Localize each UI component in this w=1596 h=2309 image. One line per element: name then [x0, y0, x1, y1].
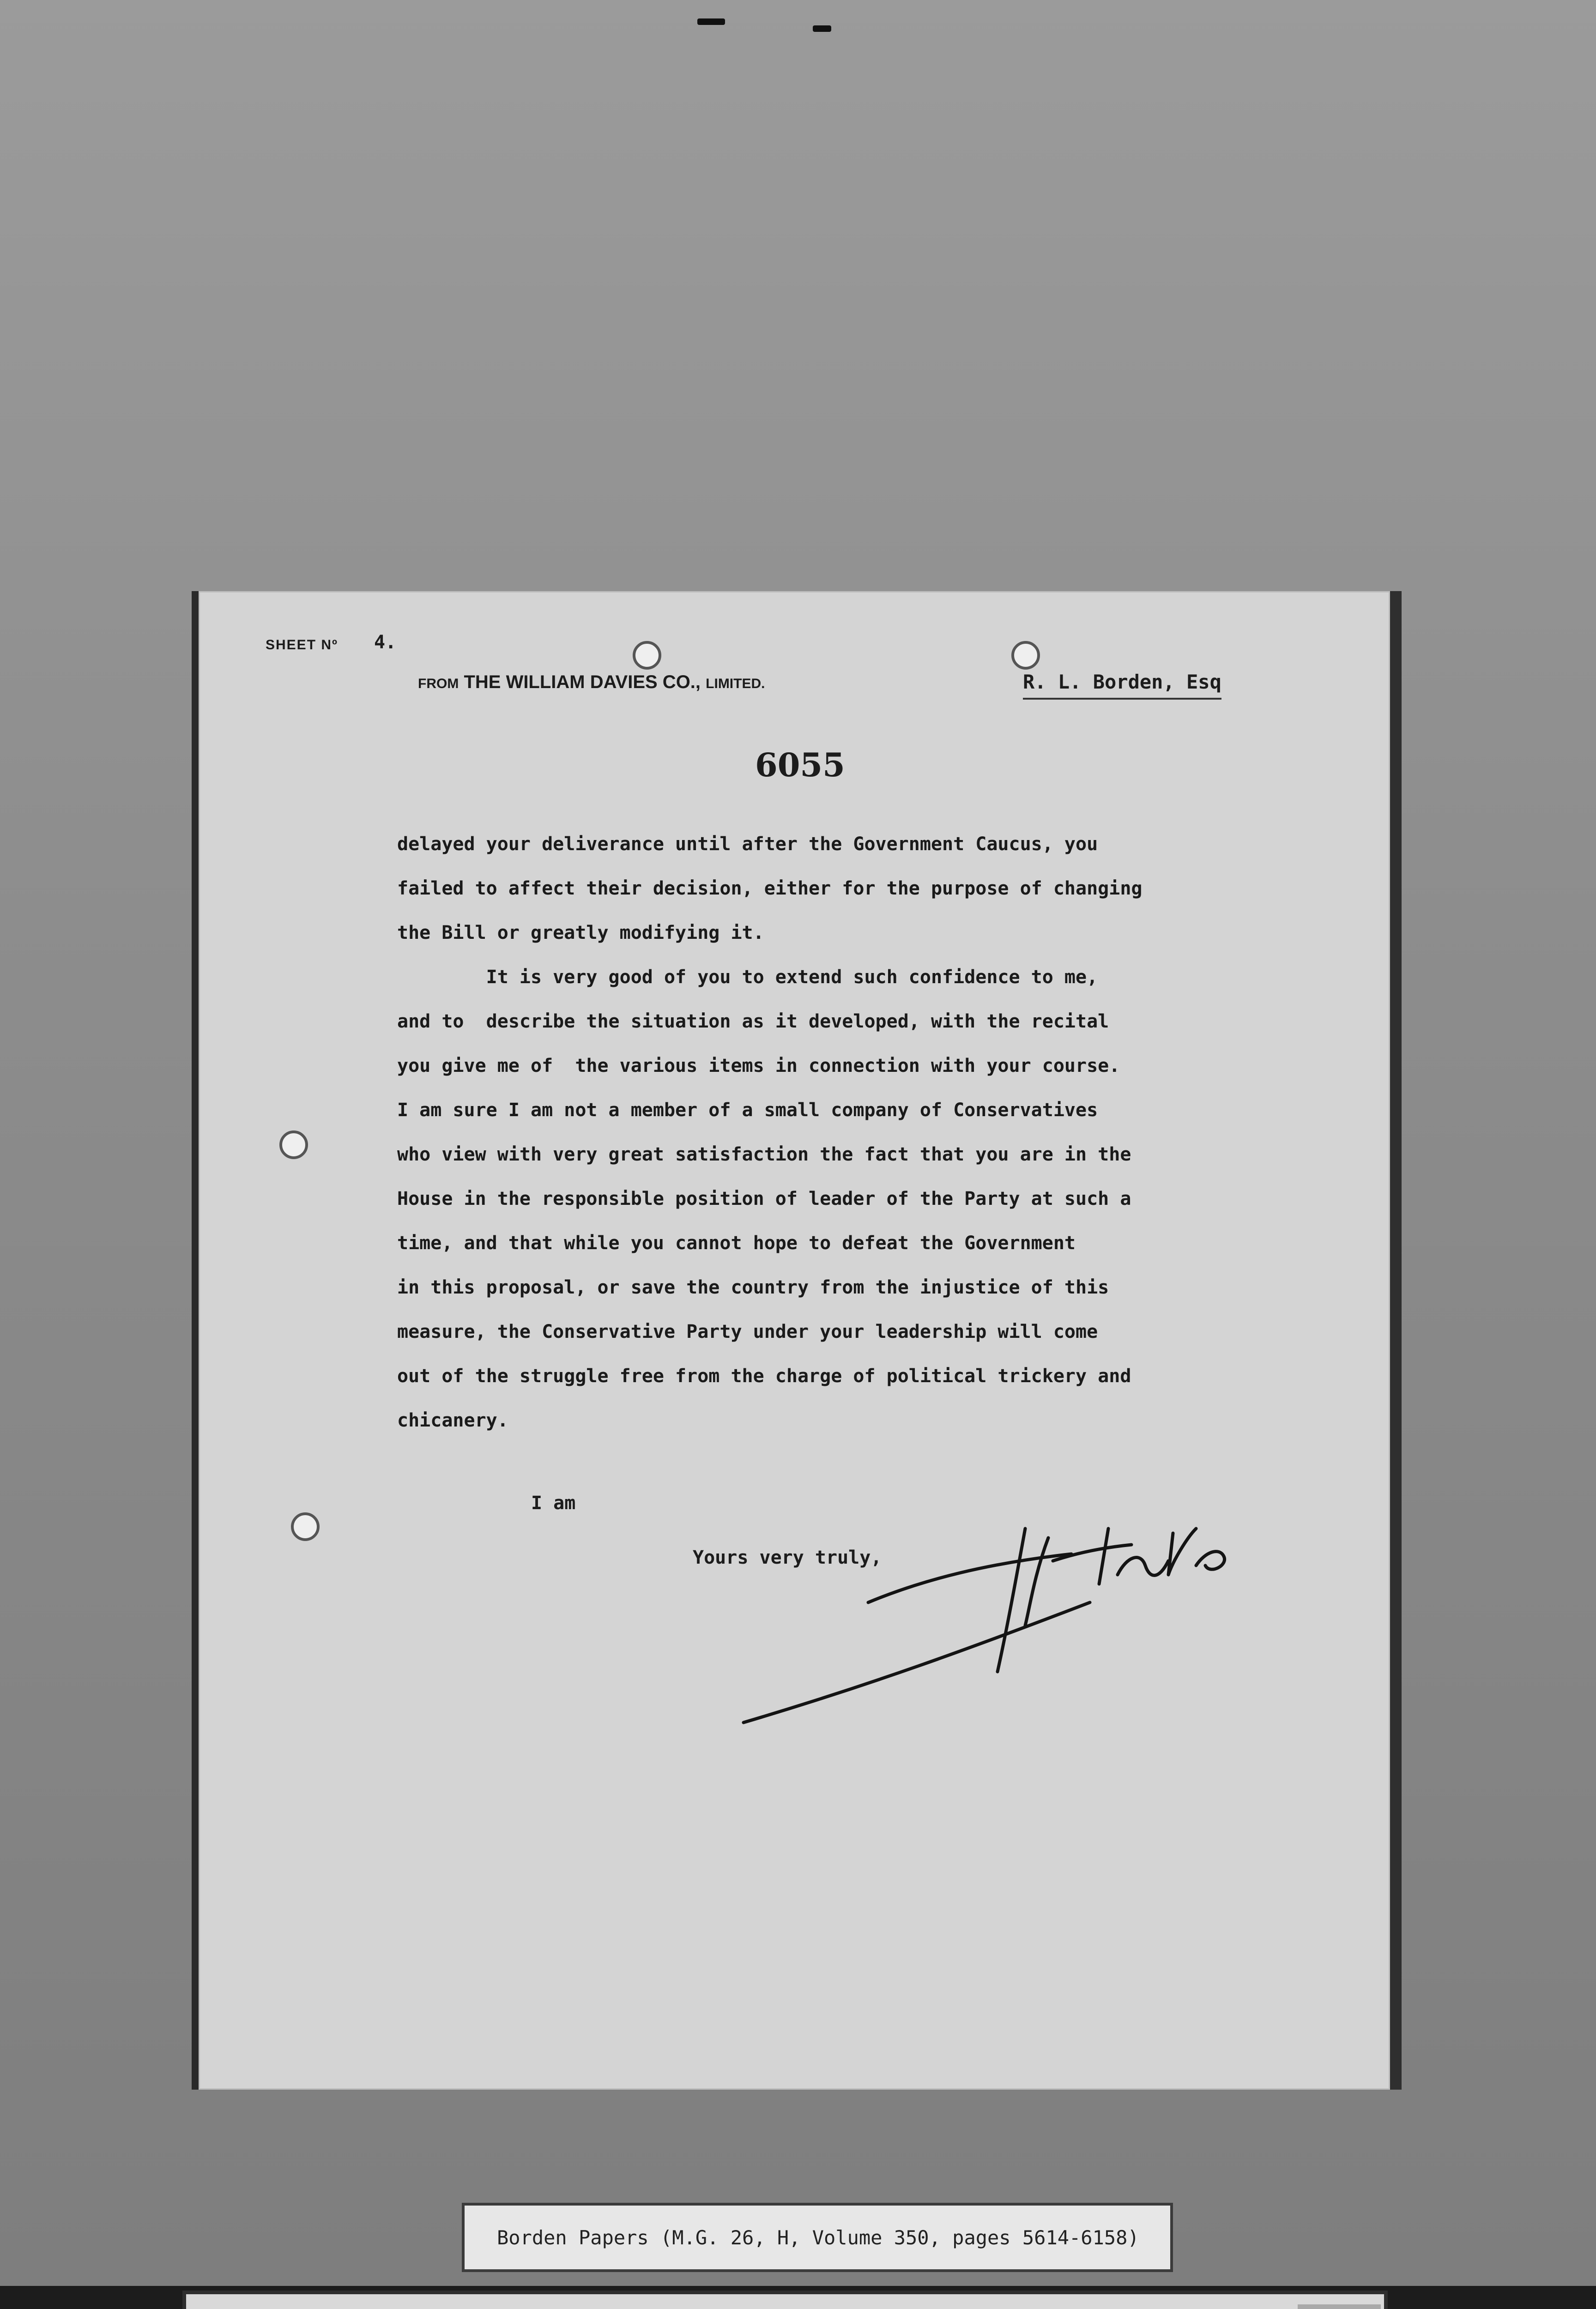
- closing-salutation: Yours very truly,: [693, 1547, 882, 1568]
- recipient-name: R. L. Borden, Esq: [1023, 671, 1221, 700]
- letterhead-company: THE WILLIAM DAVIES CO.,: [464, 672, 706, 692]
- edge-mark: [697, 18, 725, 25]
- body-line: you give me of the various items in connection with your course.: [397, 1055, 1120, 1076]
- body-line: delayed your deliverance until after the Government Caucus, you: [397, 834, 1098, 855]
- archive-reference-label: Borden Papers (M.G. 26, H, Volume 350, pages 5614-6158): [462, 2203, 1173, 2272]
- body-line: chicanery.: [397, 1410, 508, 1431]
- handwritten-signature: [730, 1510, 1284, 1741]
- banner-right-strip: [1298, 2304, 1381, 2309]
- body-line: It is very good of you to extend such confidence to me,: [397, 967, 1098, 988]
- body-line: House in the responsible position of leader of the Party at such a: [397, 1188, 1131, 1209]
- sheet-label: SHEET Nº: [266, 637, 338, 653]
- edge-mark: [813, 25, 831, 32]
- body-line: who view with very great satisfaction the fact that you are in the: [397, 1144, 1131, 1165]
- closing-i-am: I am: [531, 1493, 576, 1514]
- archives-banner: [182, 2291, 1388, 2309]
- body-line: and to describe the situation as it developed, with the recital: [397, 1011, 1109, 1032]
- body-line: failed to affect their decision, either for the purpose of changing: [397, 878, 1143, 899]
- body-line: the Bill or greatly modifying it.: [397, 922, 764, 943]
- letterhead-from-prefix: FROM: [418, 676, 459, 691]
- body-line: time, and that while you cannot hope to defeat the Government: [397, 1233, 1076, 1254]
- body-line: out of the struggle free from the charge of political trickery and: [397, 1366, 1131, 1387]
- body-line: measure, the Conservative Party under your leadership will come: [397, 1321, 1098, 1342]
- punch-hole: [279, 1130, 308, 1159]
- sheet-number: 4.: [374, 632, 397, 653]
- letterhead-from-line: [418, 672, 765, 693]
- page-number: 6055: [755, 746, 845, 784]
- body-line: in this proposal, or save the country from the injustice of this: [397, 1277, 1109, 1298]
- punch-hole: [1011, 641, 1040, 670]
- punch-hole: [633, 641, 661, 670]
- letterhead-limited: LIMITED.: [706, 676, 765, 691]
- letter-body: [397, 822, 1321, 1443]
- punch-hole: [291, 1512, 320, 1541]
- body-line: I am sure I am not a member of a small company of Conservatives: [397, 1100, 1098, 1121]
